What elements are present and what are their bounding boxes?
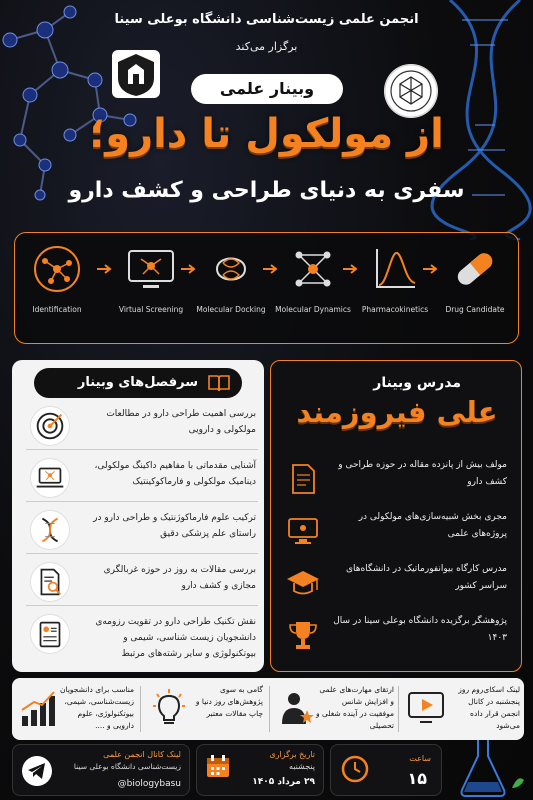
credential-item bbox=[281, 505, 513, 555]
growth-chart-icon bbox=[18, 688, 58, 728]
pipeline-step-pharmacokinetics bbox=[355, 241, 435, 314]
telegram-icon bbox=[21, 755, 53, 787]
channel-link[interactable] bbox=[12, 744, 190, 796]
speaker-name: علی فیروزمند bbox=[296, 395, 498, 429]
article-icon bbox=[285, 461, 321, 497]
capsule-icon bbox=[447, 241, 503, 297]
pipeline-step-drug-candidate bbox=[435, 241, 515, 314]
organizer-name: انجمن علمی زیست‌شناسی دانشگاه بوعلی سینا bbox=[114, 12, 419, 27]
pipeline-step-identification bbox=[17, 241, 97, 314]
resume-icon bbox=[30, 614, 70, 654]
channel-title: لینک کانال انجمن علمی bbox=[103, 750, 181, 759]
topic-text: بررسی اهمیت طراحی دارو در مطالعات مولکولی و دارویی bbox=[106, 409, 256, 435]
curve-chart-icon bbox=[367, 241, 423, 297]
pipeline-label: Drug Candidate bbox=[445, 305, 505, 314]
topic-text: نقش تکنیک طراحی دارو در تقویت رزومه‌ی دانشجویان زیست شناسی، شیمی و بیوتکنولوژی و سایر رشته‌های مرتبط bbox=[95, 617, 256, 659]
pipeline-step-docking bbox=[191, 241, 271, 314]
credential-text: پژوهشگر برگزیده دانشگاه بوعلی سینا در سال ۱۴۰۳ bbox=[333, 616, 507, 643]
book-icon bbox=[208, 374, 230, 392]
monitor-icon bbox=[123, 241, 179, 297]
pipeline-label: Identification bbox=[32, 305, 82, 314]
benefit-text: مناسب برای دانشجویان زیست‌شناسی، شیمی، بیوتکنولوژی، علوم دارویی و .... bbox=[60, 685, 134, 730]
credential-item bbox=[281, 557, 513, 607]
topic-item bbox=[26, 558, 258, 606]
date-title: تاریخ برگزاری bbox=[269, 750, 315, 759]
person-star-icon bbox=[276, 688, 316, 728]
topic-text: بررسی مقالات به روز در حوزه غربالگری مجازی و کشف دارو bbox=[103, 565, 256, 591]
topic-item bbox=[26, 610, 258, 668]
pipeline-label: Molecular Dynamics bbox=[275, 305, 351, 314]
target-molecule-icon bbox=[29, 241, 85, 297]
webinar-badge: وبینار علمی bbox=[191, 74, 343, 104]
topic-text: آشنایی مقدماتی با مفاهیم داکینگ مولکولی، دینامیک مولکولی و فارماکوکینتیک bbox=[94, 461, 256, 487]
time-title: ساعت bbox=[409, 754, 431, 763]
network-icon bbox=[285, 241, 341, 297]
lab-flask-icon bbox=[448, 738, 528, 798]
page-title: از مولکول تا دارو؛ bbox=[89, 111, 444, 157]
pipeline-label: Molecular Docking bbox=[196, 305, 266, 314]
topics-heading-label: سرفصل‌های وبینار bbox=[77, 375, 198, 390]
credential-text: مجری بخش شبیه‌سازی‌های مولکولی در پروژه‌های علمی bbox=[358, 512, 507, 539]
credential-text: مدرس کارگاه بیوانفورماتیک در دانشگاه‌های سراسر کشور bbox=[345, 564, 507, 591]
channel-handle: @biologybasu bbox=[117, 779, 181, 789]
credential-item bbox=[281, 609, 513, 659]
benefit-item bbox=[12, 678, 140, 740]
pipeline-step-dynamics bbox=[273, 241, 353, 314]
trophy-icon bbox=[285, 617, 321, 653]
date-day: پنجشنبه bbox=[288, 762, 315, 771]
event-time bbox=[330, 744, 442, 796]
footer bbox=[12, 744, 442, 796]
computer-icon bbox=[285, 513, 321, 549]
document-search-icon bbox=[30, 562, 70, 602]
calendar-icon bbox=[205, 753, 231, 779]
benefit-text: ارتقای مهارت‌های علمی و افزایش شانس موفقیت در آینده شغلی و تحصیلی bbox=[316, 685, 394, 730]
channel-description: زیست‌شناسی دانشگاه بوعلی سینا bbox=[73, 762, 181, 771]
event-date bbox=[196, 744, 324, 796]
university-logo-icon bbox=[110, 48, 162, 100]
pipeline-label: Pharmacokinetics bbox=[361, 305, 429, 314]
presents-text: برگزار می‌کند bbox=[235, 40, 298, 53]
laptop-molecule-icon bbox=[30, 458, 70, 498]
benefits-strip bbox=[12, 678, 524, 740]
video-play-icon bbox=[407, 690, 445, 726]
graduation-cap-icon bbox=[285, 565, 321, 601]
time-value: ۱۵ bbox=[407, 769, 427, 788]
topics-heading bbox=[34, 368, 242, 398]
protein-icon bbox=[203, 241, 259, 297]
page-subtitle: سفری به دنیای طراحی و کشف دارو bbox=[68, 178, 465, 203]
dna-icon bbox=[30, 510, 70, 550]
date-value: ۲۹ مرداد ۱۴۰۵ bbox=[252, 777, 315, 787]
drug-discovery-pipeline bbox=[14, 232, 519, 344]
benefit-text: گامی به سوی پژوهش‌های روز دنیا و چاپ مقالات معتبر bbox=[195, 685, 263, 718]
topic-text: ترکیب علوم فارماکوژنتیک و طراحی دارو در راستای علم پزشکی دقیق bbox=[93, 513, 256, 539]
benefit-item[interactable] bbox=[399, 678, 524, 740]
benefit-item bbox=[141, 678, 269, 740]
pipeline-step-virtual-screening bbox=[111, 241, 191, 314]
benefit-text: لینک اسکای‌روم روز پنجشنبه در کانال انجمن قرار داده می‌شود bbox=[458, 685, 520, 730]
pipeline-label: Virtual Screening bbox=[118, 305, 184, 314]
benefit-item bbox=[270, 678, 398, 740]
topic-item bbox=[26, 454, 258, 502]
target-icon bbox=[30, 406, 70, 446]
topics-panel bbox=[12, 360, 264, 672]
lightbulb-icon bbox=[149, 688, 189, 728]
speaker-label: مدرس وبینار bbox=[373, 375, 461, 391]
speaker-panel bbox=[270, 360, 522, 672]
topic-item bbox=[26, 506, 258, 554]
credential-item bbox=[281, 453, 513, 503]
clock-icon bbox=[341, 755, 369, 783]
credential-text: مولف بیش از پانزده مقاله در حوزه طراحی و کشف دارو bbox=[338, 460, 507, 487]
topic-item bbox=[26, 402, 258, 450]
